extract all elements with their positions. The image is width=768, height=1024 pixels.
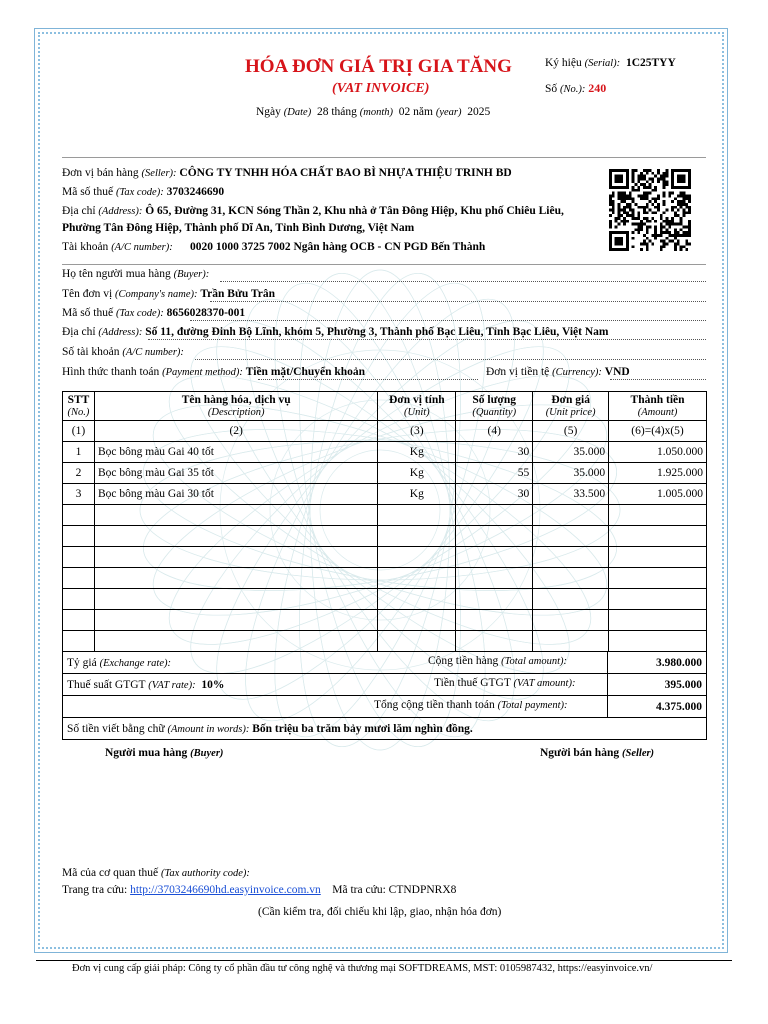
payment-total: 4.375.000 [608, 696, 707, 718]
seller-address-line2: Phường Tân Đông Hiệp, Thành phố Dĩ An, Tỉnh Bình Dương, Việt Nam [62, 222, 415, 234]
col-header-description: Tên hàng hóa, dịch vụ (Description) [94, 392, 377, 421]
serial-field: Ký hiệu (Serial): 1C25TYY [545, 57, 676, 69]
payment-method: Tiền mặt/Chuyển khoản [245, 366, 366, 378]
cell-unit: Kg [378, 442, 456, 463]
seller-tax-field: Mã số thuế (Tax code): 3703246690 [62, 186, 225, 198]
divider [62, 264, 706, 265]
cell-no: 1 [63, 442, 95, 463]
cell-amount: 1.050.000 [609, 442, 707, 463]
buyer-address: Số 11, đường Đinh Bộ Lĩnh, khóm 5, Phường 3, Thành phố Bạc Liêu, Tỉnh Bạc Liêu, Việt Nam [145, 326, 609, 338]
provider-footer: Đơn vị cung cấp giải pháp: Công ty cổ phần đầu tư công nghệ và thương mại SOFTDREAMS, MST: 0105987432, https://easyinvoice.vn/ [72, 963, 653, 974]
items-table [62, 391, 707, 652]
lookup-site-field: Trang tra cứu: http://3703246690hd.easyinvoice.com.vn Mã tra cứu: CTNDPNRX8 [62, 884, 457, 896]
cell-no: 2 [63, 463, 95, 484]
cell-unit: Kg [378, 484, 456, 505]
col-header-no: STT (No.) [63, 392, 95, 421]
seller-tax-code: 3703246690 [166, 186, 225, 198]
vat-rate: 10% [201, 678, 225, 691]
cell-description: Bọc bông màu Gai 30 tốt [94, 484, 377, 505]
lookup-link[interactable]: http://3703246690hd.easyinvoice.com.vn [130, 884, 321, 896]
table-row-empty [63, 526, 707, 547]
buyer-name-field: Họ tên người mua hàng (Buyer): [62, 268, 210, 280]
invoice-title: HÓA ĐƠN GIÁ TRỊ GIA TĂNG [245, 56, 512, 77]
total-amount-row: Tỷ giá (Exchange rate): Cộng tiền hàng (Total amount): 3.980.000 [63, 652, 707, 674]
cell-description: Bọc bông màu Gai 40 tốt [94, 442, 377, 463]
seller-account-field: Tài khoản (A/C number): 0020 1000 3725 7002 Ngân hàng OCB - CN PGD Bến Thành [62, 241, 486, 253]
serial-value: 1C25TYY [625, 57, 676, 69]
vat-row: Thuế suất GTGT (VAT rate): 10% Tiền thuế GTGT (VAT amount): 395.000 [63, 674, 707, 696]
cell-no: 3 [63, 484, 95, 505]
cell-unit-price: 33.500 [533, 484, 609, 505]
tax-authority-code-field: Mã của cơ quan thuế (Tax authority code): [62, 867, 250, 879]
seller-name-field: Đơn vị bán hàng (Seller): CÔNG TY TNHH HÓA CHẤT BAO BÌ NHỰA THIỆU TRINH BD [62, 167, 512, 179]
buyer-signature-label: Người mua hàng (Buyer) [105, 747, 224, 759]
invoice-date: Ngày (Date) 28 tháng (month) 02 năm (year) 2025 [256, 106, 491, 118]
amount-in-words: Bốn triệu ba trăm bảy mươi lăm nghìn đồng. [252, 722, 473, 735]
seller-name: CÔNG TY TNHH HÓA CHẤT BAO BÌ NHỰA THIỆU TRINH BD [179, 167, 512, 179]
col-header-amount: Thành tiền (Amount) [609, 392, 707, 421]
footer-divider [36, 960, 732, 961]
vat-amount: 395.000 [608, 674, 707, 696]
buyer-tax-code: 8656028370-001 [166, 307, 246, 319]
invoice-subtitle: (VAT INVOICE) [332, 81, 430, 96]
table-row-empty [63, 589, 707, 610]
buyer-account-field: Số tài khoản (A/C number): [62, 346, 184, 358]
table-row-empty [63, 568, 707, 589]
table-row-empty [63, 547, 707, 568]
divider [62, 157, 706, 158]
cell-unit-price: 35.000 [533, 463, 609, 484]
buyer-company-field: Tên đơn vị (Company's name): Trần Bửu Trân [62, 288, 275, 300]
buyer-company: Trần Bửu Trân [200, 288, 275, 300]
table-row-empty [63, 610, 707, 631]
lookup-note: (Cần kiểm tra, đối chiếu khi lập, giao, nhận hóa đơn) [258, 906, 502, 918]
number-field: Số (No.): 240 [545, 81, 607, 95]
cell-quantity: 30 [456, 442, 533, 463]
cell-unit: Kg [378, 463, 456, 484]
qr-code-icon [605, 169, 695, 251]
table-row-empty [63, 505, 707, 526]
seller-account: 0020 1000 3725 7002 Ngân hàng OCB - CN PGD Bến Thành [189, 241, 486, 253]
table-row [63, 484, 707, 505]
buyer-address-field: Địa chỉ (Address): Số 11, đường Đinh Bộ Lĩnh, khóm 5, Phường 3, Thành phố Bạc Liêu, Tỉnh Bạc Liêu, Việt Nam [62, 326, 609, 338]
currency-field: Đơn vị tiền tệ (Currency): VND [486, 366, 630, 378]
lookup-code: CTNDPNRX8 [388, 884, 457, 896]
seller-signature-label: Người bán hàng (Seller) [540, 747, 655, 759]
currency: VND [604, 366, 630, 378]
cell-description: Bọc bông màu Gai 35 tốt [94, 463, 377, 484]
table-row [63, 463, 707, 484]
total-amount: 3.980.000 [608, 652, 707, 674]
seller-address-line1: Ô 65, Đường 31, KCN Sóng Thần 2, Khu nhà ở Tân Đông Hiệp, Khu phố Chiêu Liêu, [145, 205, 564, 217]
cell-amount: 1.925.000 [609, 463, 707, 484]
payment-total-row: Tổng cộng tiền thanh toán (Total payment): 4.375.000 [63, 696, 707, 718]
table-row-empty [63, 631, 707, 652]
seller-address-field: Địa chỉ (Address): Ô 65, Đường 31, KCN Sóng Thần 2, Khu nhà ở Tân Đông Hiệp, Khu phố Chiêu Liêu, [62, 205, 564, 217]
buyer-tax-field: Mã số thuế (Tax code): 8656028370-001 [62, 307, 246, 319]
totals-table [62, 651, 707, 740]
table-row [63, 442, 707, 463]
amount-in-words-row: Số tiền viết bằng chữ (Amount in words): Bốn triệu ba trăm bảy mươi lăm nghìn đồng. [63, 718, 707, 740]
cell-quantity: 30 [456, 484, 533, 505]
payment-method-field: Hình thức thanh toán (Payment method): Tiền mặt/Chuyển khoản [62, 366, 366, 378]
cell-unit-price: 35.000 [533, 442, 609, 463]
col-header-unit-price: Đơn giá (Unit price) [533, 392, 609, 421]
col-header-unit: Đơn vị tính (Unit) [378, 392, 456, 421]
table-header-row [63, 392, 707, 421]
cell-quantity: 55 [456, 463, 533, 484]
table-index-row: (1) (2) (3) (4) (5) (6)=(4)x(5) [63, 421, 707, 442]
cell-amount: 1.005.000 [609, 484, 707, 505]
col-header-quantity: Số lượng (Quantity) [456, 392, 533, 421]
invoice-number: 240 [588, 81, 607, 95]
